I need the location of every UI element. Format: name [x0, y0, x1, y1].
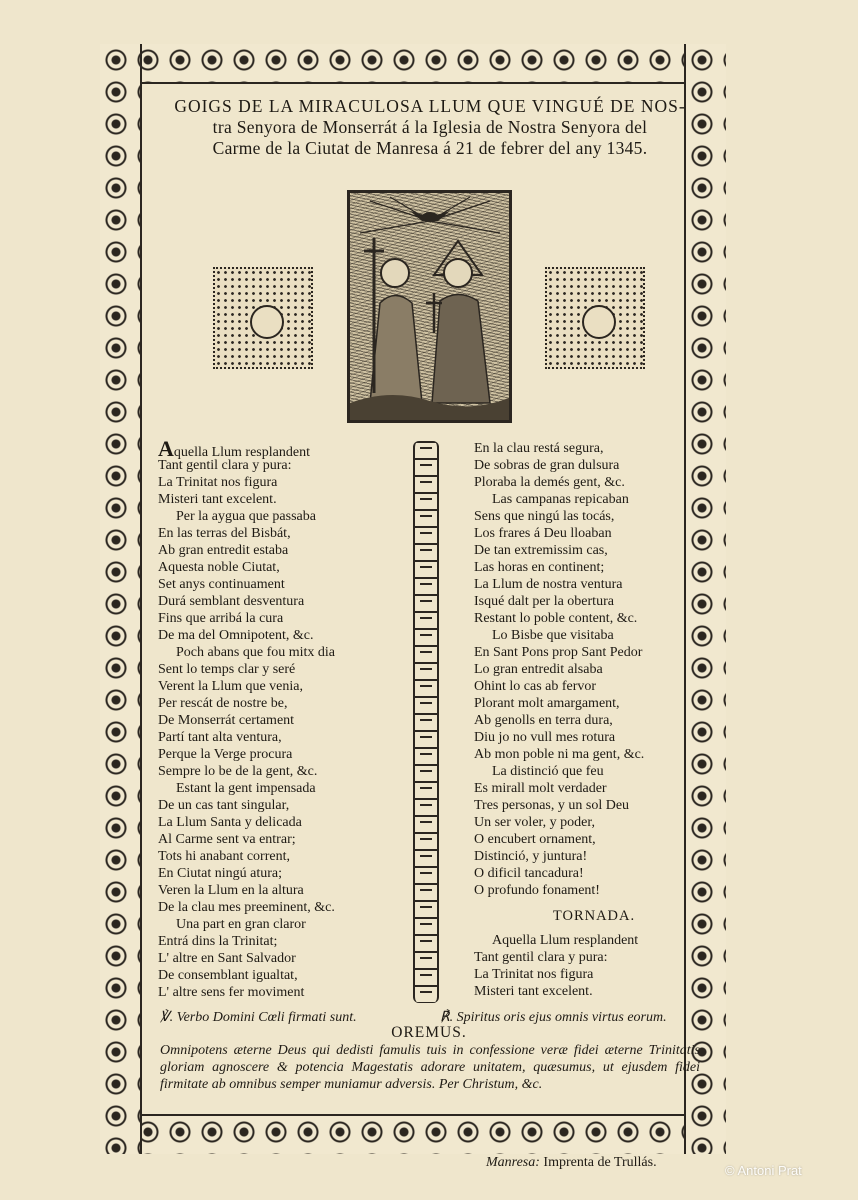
verse-line: De la clau mes preeminent, &c. [158, 900, 335, 915]
christ-figure [364, 238, 422, 403]
verse-line: Sens que ningú las tocás, [474, 509, 615, 524]
page-title [150, 96, 710, 159]
verse-line: De consemblant igualtat, [158, 968, 298, 983]
verse-line: Aquella Llum resplandent [158, 436, 310, 461]
verse-line: Plorant molt amargament, [474, 696, 620, 711]
verse-line: Ploraba la demés gent, &c. [474, 475, 625, 490]
imprint-printer: Imprenta de Trullás. [543, 1155, 657, 1170]
verse-line: En Ciutat ningú atura; [158, 866, 283, 881]
verse-line: O profundo fonament! [474, 883, 600, 898]
verse-line: Durá semblant desventura [158, 594, 305, 609]
verse-line: En Sant Pons prop Sant Pedor [474, 645, 643, 660]
verse-line: Al Carme sent va entrar; [158, 832, 296, 847]
verse-line: O dificil tancadura! [474, 866, 584, 881]
tornada-heading: TORNADA. [552, 908, 636, 924]
title-line-2: tra Senyora de Monserrát á la Iglesia de Nostra Senyora del [212, 117, 648, 137]
lace-ornament-right [545, 267, 645, 369]
verse-line: Fins que arribá la cura [158, 611, 284, 626]
border-bottom [100, 1114, 726, 1154]
oremus-prayer: Omnipotens æterne Deus qui dedisti famulis tuis in confessione veræ fidei æterne Trinitatis gloriam agnoscere & potencia Magestatis adorare unitatem, quæsumus, ut ejusdem fidei firmitate ab omnibus semper muniamur adversis. Per Christum, &c. [160, 1043, 700, 1092]
verse-line: Las horas en continent; [474, 560, 605, 575]
border-top [100, 44, 726, 84]
verse-line: Distinció, y juntura! [474, 849, 588, 864]
title-line-3: Carme de la Ciutat de Manresa á 21 de febrer del any 1345. [212, 138, 648, 158]
ornament-medallion [250, 305, 284, 339]
imprint-place: Manresa: [486, 1155, 540, 1170]
verse-line: Tres personas, y un sol Deu [474, 798, 630, 813]
poem-left-column [158, 436, 398, 1001]
verse-line: La distinció que feu [492, 764, 604, 779]
verse-line: La Llum de nostra ventura [474, 577, 623, 592]
woodcut-drawing [350, 193, 509, 420]
verse-line: Ohint lo cas ab fervor [474, 679, 597, 694]
verse-line: Tant gentil clara y pura: [158, 458, 292, 473]
verse-line: Perque la Verge procura [158, 747, 293, 762]
verse-line: Aquesta noble Ciutat, [158, 560, 280, 575]
verse-line: Poch abans que fou mitx dia [176, 645, 336, 660]
oremus-heading: OREMUS. [391, 1024, 467, 1041]
verse-line: Tots hi anabant corrent, [158, 849, 290, 864]
verse-line: Una part en gran claror [176, 917, 306, 932]
imprint [486, 1155, 657, 1171]
versicle: ℣. Verbo Domini Cœli firmati sunt. [160, 1010, 357, 1025]
poem-right-column [474, 440, 714, 1000]
trinity-woodcut-image [347, 190, 512, 423]
verse-line: Sempre lo be de la gent, &c. [158, 764, 318, 779]
verse-line: Set anys continuament [158, 577, 285, 592]
verse-line: L' altre en Sant Salvador [158, 951, 296, 966]
verse-line: En las terras del Bisbát, [158, 526, 291, 541]
verse-line: Misteri tant excelent. [158, 492, 277, 507]
verse-line: Diu jo no vull mes rotura [474, 730, 616, 745]
verse-line: Verent la Llum que venia, [158, 679, 304, 694]
ornament-medallion [582, 305, 616, 339]
verse-line: Estant la gent impensada [176, 781, 316, 796]
verse-line: Veren la Llum en la altura [158, 883, 304, 898]
verse-line: De ma del Omnipotent, &c. [158, 628, 314, 643]
verse-line: Las campanas repicaban [492, 492, 629, 507]
verse-line: La Llum Santa y delicada [158, 815, 302, 830]
verse-line: Isqué dalt per la obertura [474, 594, 614, 609]
verse-line: Un ser voler, y poder, [474, 815, 595, 830]
verse-line: Per rescát de nostre be, [158, 696, 288, 711]
verse-line: Ab genolls en terra dura, [474, 713, 613, 728]
verse-line: O encubert ornament, [474, 832, 596, 847]
verse-line: Per la aygua que passaba [176, 509, 316, 524]
verse-line: L' altre sens fer moviment [158, 985, 305, 1000]
title-line-1: GOIGS DE LA MIRACULOSA LLUM QUE VINGUÉ DE NOS- [174, 96, 686, 116]
verse-line: De sobras de gran dulsura [474, 458, 620, 473]
copyright-watermark: © Antoni Prat [725, 1163, 802, 1178]
verse-line: Lo gran entredit alsaba [474, 662, 603, 677]
tornada-line: La Trinitat nos figura [474, 967, 594, 982]
verse-line: Sent lo temps clar y seré [158, 662, 296, 677]
lace-ornament-left [213, 267, 313, 369]
verse-line: Los frares á Deu lloaban [474, 526, 612, 541]
tornada-line: Tant gentil clara y pura: [474, 950, 608, 965]
response: ℟. Spiritus oris ejus omnis virtus eorum. [440, 1010, 667, 1025]
verse-line: Ab gran entredit estaba [158, 543, 289, 558]
drop-capital: A [158, 436, 174, 461]
father-figure [426, 241, 490, 403]
verse-line: En la clau restá segura, [474, 441, 604, 456]
verse-line: Partí tant alta ventura, [158, 730, 282, 745]
verse-line: De Monserrát certament [158, 713, 295, 728]
border-left [100, 44, 142, 1154]
verse-line: De un cas tant singular, [158, 798, 290, 813]
verse-line: La Trinitat nos figura [158, 475, 278, 490]
verse-line: Es mirall molt verdader [474, 781, 607, 796]
tornada-line: Aquella Llum resplandent [492, 933, 639, 948]
verse-line: Ab mon poble ni ma gent, &c. [474, 747, 645, 762]
chain-divider [413, 441, 439, 1003]
verse-line: De tan extremissim cas, [474, 543, 608, 558]
tornada-line: Misteri tant excelent. [474, 984, 593, 999]
verse-line: Lo Bisbe que visitaba [492, 628, 614, 643]
verse-line: Restant lo poble content, &c. [474, 611, 638, 626]
verse-line: Entrá dins la Trinitat; [158, 934, 278, 949]
